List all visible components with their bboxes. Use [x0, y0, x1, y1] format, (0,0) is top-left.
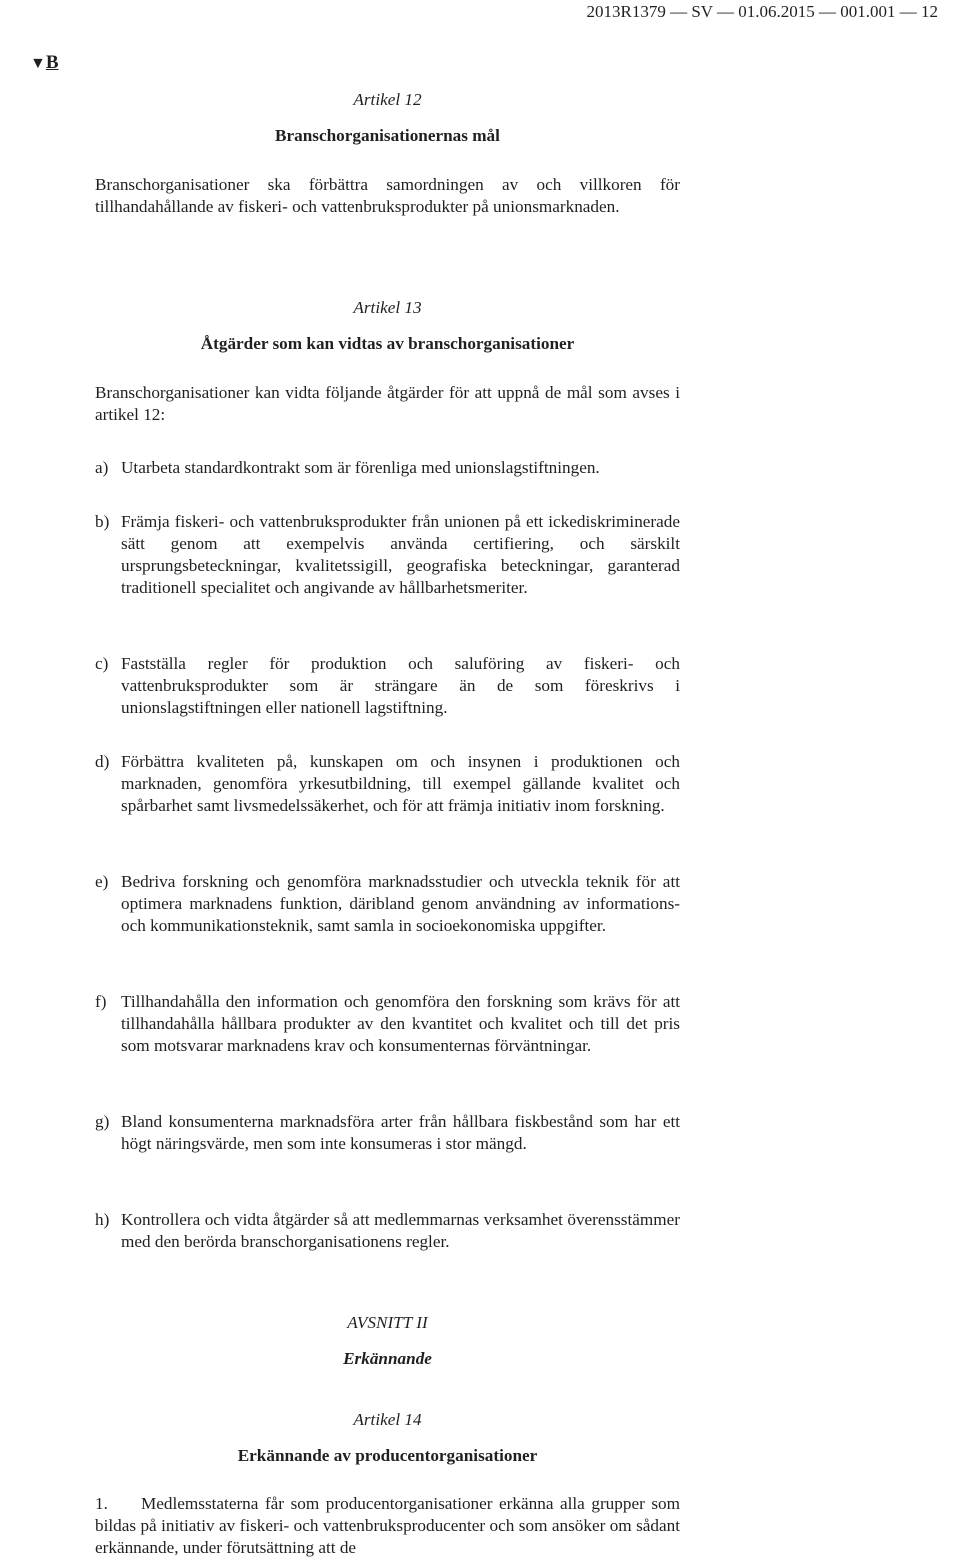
item-text: Bedriva forskning och genomföra marknadsstudier och utveckla teknik för att optimera marknadens funktion, däribland genom användning av informations- och kommunikationsteknik, samt samla in socioekonomiska uppgifter. [121, 872, 680, 935]
article-13-intro: Branschorganisationer kan vidta följande åtgärder för att uppnå de mål som avses i artikel 12: [95, 383, 680, 424]
article-14-number: Artikel 14 [353, 1410, 422, 1429]
paragraph-number: 1. [95, 1494, 108, 1513]
article-12-body: Branschorganisationer ska förbättra samordningen av och villkoren för tillhandahållande av fiskeri- och vattenbruksprodukter på unionsmarknaden. [95, 175, 680, 216]
article-14-title: Erkännande av producentorganisationer [237, 1446, 538, 1465]
item-label: d) [95, 752, 110, 771]
article-12-number: Artikel 12 [353, 90, 422, 109]
item-label: h) [95, 1210, 110, 1229]
amendment-marker [30, 52, 59, 74]
article-13-title: Åtgärder som kan vidtas av branschorganisationer [200, 334, 575, 353]
section-title: Erkännande [343, 1349, 432, 1368]
item-text: Främja fiskeri- och vattenbruksprodukter från unionen på ett ickediskriminerade sätt genom att exempelvis använda certifiering, och särskilt ursprungsbeteckningar, kvalitetssigill, geografiska beteckningar, garanterad traditionell specialitet och angivande av hållbarhetsmeriter. [121, 512, 680, 597]
item-text: Tillhandahålla den information och genomföra den forskning som krävs för att tillhandahålla hållbara produkter av den kvantitet och kvalitet och till det pris som motsvarar marknadens krav och konsumenternas förväntningar. [121, 992, 680, 1055]
triangle-down-icon: ▼ [30, 55, 46, 72]
item-label: b) [95, 512, 110, 531]
item-text: Förbättra kvaliteten på, kunskapen om och insynen i produktionen och marknaden, genomföra yrkesutbildning, till exempel gällande kvalitet och spårbarhet samt livsmedelssäkerhet, och för att främja initiativ inom forskning. [121, 752, 680, 815]
item-label: g) [95, 1112, 110, 1131]
page-header: 2013R1379 — SV — 01.06.2015 — 001.001 — 12 [586, 2, 938, 21]
item-label: c) [95, 654, 109, 673]
paragraph-text: Medlemsstaterna får som producentorganisationer erkänna alla grupper som bildas på initiativ av fiskeri- och vattenbruksproducenter och som ansöker om sådant erkännande, under förutsättning att de [95, 1494, 680, 1557]
item-label: e) [95, 872, 109, 891]
marker-letter: B [45, 52, 59, 73]
item-text: Bland konsumenterna marknadsföra arter från hållbara fiskbestånd som har ett högt näringsvärde, men som inte konsumeras i stor mängd. [121, 1112, 680, 1153]
item-label: a) [95, 458, 109, 477]
item-label: f) [95, 992, 107, 1011]
article-13-number: Artikel 13 [353, 298, 422, 317]
article-12-title: Branschorganisationernas mål [275, 126, 500, 145]
item-text: Fastställa regler för produktion och saluföring av fiskeri- och vattenbruksprodukter som är strängare än de som föreskrivs i unionslagstiftningen eller nationell lagstiftning. [121, 654, 680, 717]
item-text: Kontrollera och vidta åtgärder så att medlemmarnas verksamhet överensstämmer med den berörda branschorganisationens regler. [121, 1210, 680, 1251]
section-number: AVSNITT II [347, 1313, 428, 1332]
item-text: Utarbeta standardkontrakt som är förenliga med unionslagstiftningen. [121, 458, 600, 477]
